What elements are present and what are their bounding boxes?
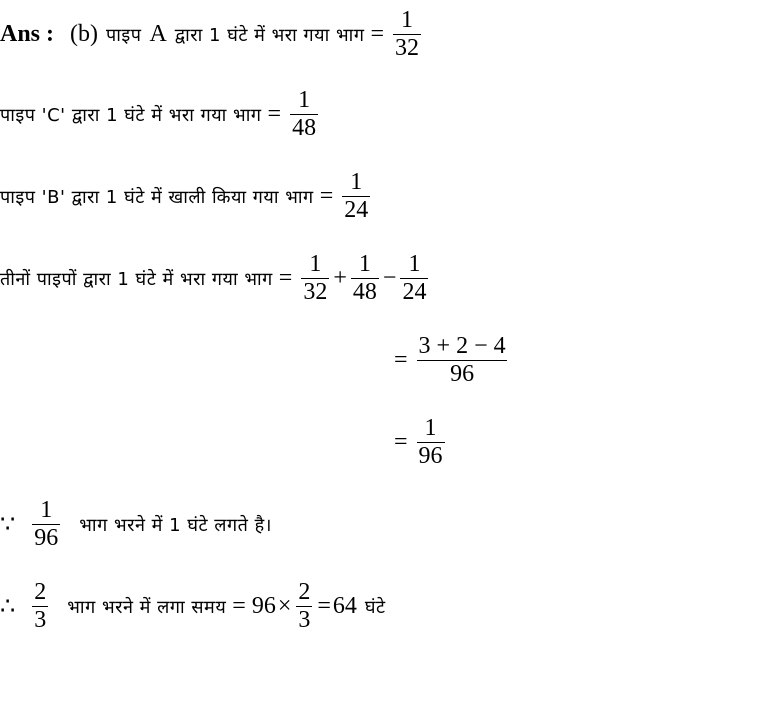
- numerator: 2: [34, 579, 47, 605]
- numerator: 1: [408, 251, 421, 277]
- line8-text: भाग भरने में लगा समय: [67, 596, 227, 618]
- fraction-1-24: [400, 252, 428, 305]
- line1-text: द्वारा 1 घंटे में भरा गया भाग: [174, 24, 365, 46]
- equals-sign: =: [319, 183, 334, 210]
- denominator: 32: [303, 279, 328, 306]
- fraction-2-3: [296, 580, 312, 633]
- denominator: 48: [292, 115, 317, 142]
- therefore-line: [0, 580, 386, 633]
- answer-label: Ans :: [0, 21, 55, 48]
- line3-text: पाइप 'B' द्वारा 1 घंटे में खाली किया गया भाग: [0, 186, 314, 208]
- fraction-pipe-a: [393, 8, 421, 61]
- answer-option: (b): [70, 21, 98, 48]
- denominator: 96: [34, 525, 59, 552]
- numerator: 1: [358, 251, 371, 277]
- pipe-c-line: [0, 88, 321, 141]
- denominator: 48: [352, 279, 377, 306]
- equals-sign: =: [394, 429, 408, 456]
- numerator: 1: [401, 7, 413, 33]
- equals-sign: =: [394, 347, 408, 374]
- plus-sign: +: [333, 265, 347, 292]
- because-symbol: ∵: [0, 512, 16, 539]
- denominator: 3: [298, 607, 311, 634]
- equals-sign: =: [278, 265, 293, 292]
- value-96: 96: [251, 593, 276, 620]
- pipe-b-line: [0, 170, 373, 223]
- denominator: 3: [34, 607, 47, 634]
- fraction-1-32: [301, 252, 329, 305]
- therefore-symbol: ∴: [0, 594, 16, 621]
- fraction-pipe-c: [290, 88, 318, 141]
- result-value: 64: [332, 593, 357, 620]
- denominator: 96: [418, 443, 443, 470]
- denominator: 24: [344, 197, 369, 224]
- because-line: [0, 498, 272, 551]
- fraction-pipe-b: [342, 170, 370, 223]
- fraction-therefore: [32, 580, 48, 633]
- numerator: 1: [298, 87, 311, 113]
- equals-sign: =: [370, 21, 384, 48]
- numerator: 1: [350, 169, 363, 195]
- sum-step-line: [388, 334, 511, 387]
- fraction-because: [32, 498, 60, 551]
- combined-line: [0, 252, 431, 305]
- fraction-sum: [417, 334, 508, 387]
- times-sign: ×: [277, 593, 292, 620]
- answer-line-pipe-a: [0, 8, 424, 61]
- numerator: 1: [40, 497, 53, 523]
- pipe-word: पाइप: [106, 24, 142, 46]
- line2-text: पाइप 'C' द्वारा 1 घंटे में भरा गया भाग: [0, 104, 262, 126]
- denominator: 24: [402, 279, 427, 306]
- denominator: 96: [417, 360, 507, 387]
- numerator: 1: [424, 415, 437, 441]
- result-step-line: [388, 416, 448, 469]
- fraction-1-48: [351, 252, 379, 305]
- denominator: 32: [395, 35, 419, 62]
- line4-text: तीनों पाइपों द्वारा 1 घंटे में भरा गया भाग: [0, 268, 273, 290]
- numerator: 1: [309, 251, 322, 277]
- equals-sign: =: [267, 101, 282, 128]
- numerator: 2: [298, 579, 311, 605]
- unit-hours: घंटे: [364, 596, 386, 618]
- equals-sign: =: [232, 593, 246, 620]
- line7-text: भाग भरने में 1 घंटे लगते है।: [79, 514, 272, 536]
- fraction-1-96: [417, 416, 445, 469]
- numerator: 3 + 2 − 4: [418, 333, 506, 359]
- minus-sign: −: [382, 265, 397, 292]
- pipe-letter-a: A: [149, 21, 167, 48]
- equals-sign: =: [317, 593, 331, 620]
